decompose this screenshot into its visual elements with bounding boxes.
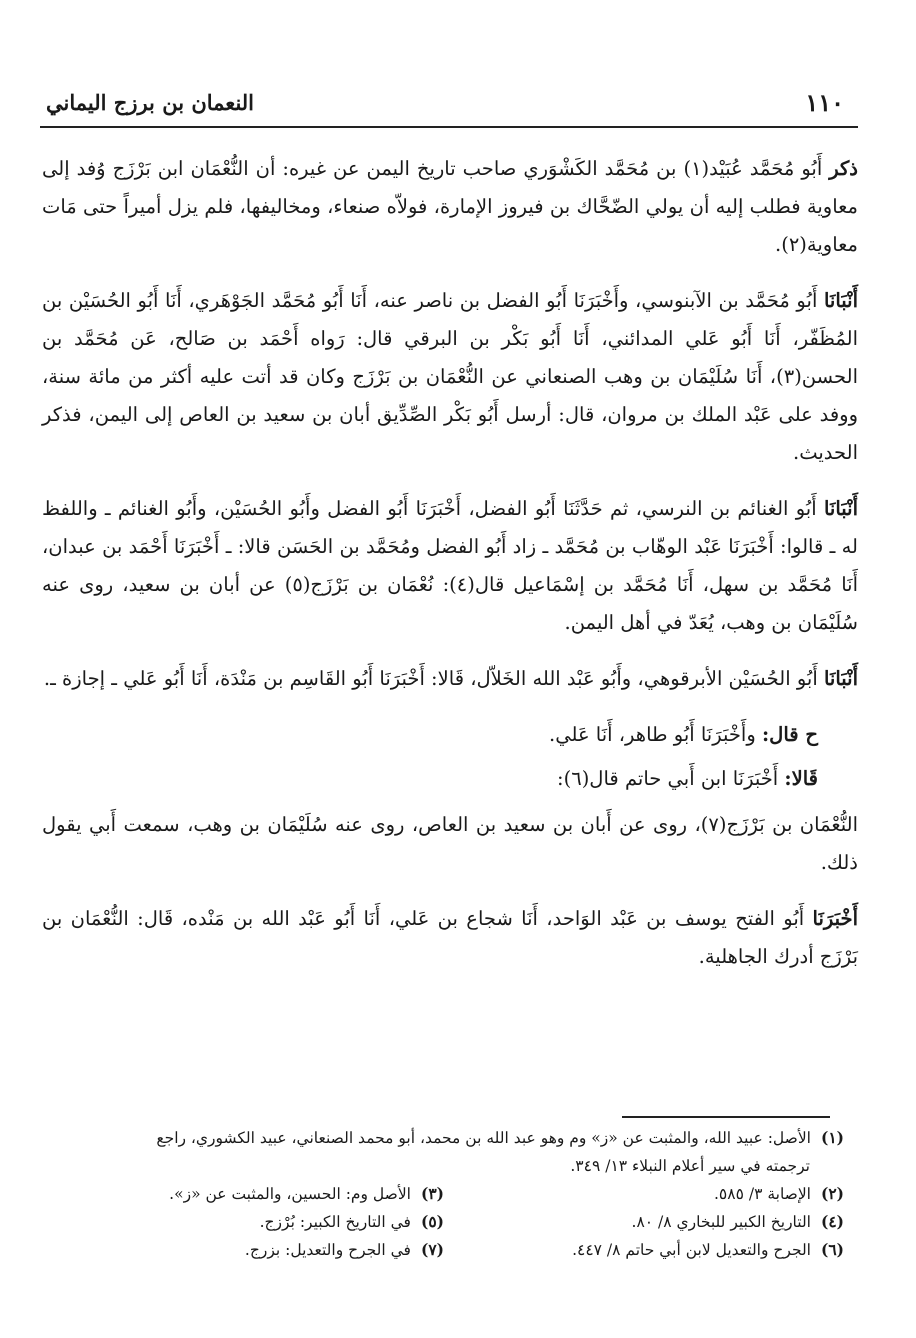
footnote-2 — [444, 1180, 844, 1208]
footnote-text: الإصابة ٣/ ٥٨٥. — [713, 1185, 811, 1203]
paragraph-text: أَبُو مُحَمَّد عُبَيْد(١) بن مُحَمَّد الكَشْوَري صاحب تاريخ اليمن عن غيره: أن النُّعْمَان ابن بَرْزَج وُفد إلى معاوية فطلب إليه أن يولي الضّحَّاك بن فيروز الإمارة، فولاّه صنعاء، ومخاليفها، فلم يزل أميراً حتى مَات معاوية(٢). — [42, 157, 858, 256]
footnote-mark: (٢) — [820, 1184, 844, 1203]
paragraph-3 — [42, 490, 858, 642]
paragraph-text: أَبُو الحُسَيْن الأبرقوهي، وأَبُو عَبْد الله الخَلاّل، قَالا: أَخْبَرَنَا أَبُو القَاسِم بن مَنْدَة، أَنَا أَبُو عَلي ـ إجازة ـ. — [43, 667, 824, 690]
keyword: أَخْبَرَنَا — [812, 907, 858, 930]
paragraph-6 — [42, 760, 858, 798]
keyword: قَالا: — [784, 767, 818, 790]
footnote-row — [44, 1180, 844, 1208]
footnote-1 — [44, 1124, 844, 1180]
footnote-text-cont: ترجمته في سير أعلام النبلاء ١٣/ ٣٤٩. — [570, 1157, 810, 1175]
footnote-mark: (٥) — [420, 1212, 444, 1231]
paragraph-8 — [42, 900, 858, 976]
footnote-mark: (٣) — [420, 1184, 444, 1203]
paragraph-text: أَخْبَرَنَا ابن أَبي حاتم قال(٦): — [557, 767, 785, 790]
footnote-row — [44, 1236, 844, 1264]
footnote-rule — [622, 1116, 830, 1118]
footnote-text: الجرح والتعديل لابن أبي حاتم ٨/ ٤٤٧. — [572, 1241, 811, 1259]
keyword: ذكر — [829, 157, 858, 180]
footnote-mark: (١) — [820, 1128, 844, 1147]
paragraph-4 — [42, 660, 858, 698]
keyword: أَنْبَانَا — [823, 289, 858, 312]
footnote-text: الأصل وم: الحسين، والمثبت عن «ز». — [169, 1185, 411, 1203]
footnote-mark: (٦) — [820, 1240, 844, 1259]
footnote-mark: (٤) — [820, 1212, 844, 1231]
keyword: أَنْبَانَا — [823, 667, 858, 690]
paragraph-text: أَبُو مُحَمَّد بن الآبنوسي، وأَخْبَرَنَا أَبُو الفضل بن ناصر عنه، أَنَا أَبُو مُحَمَّد الجَوْهَري، أَنَا أَبُو الحُسَيْن بن المُظَفّر، أَنَا أَبُو عَلي المدائني، أَنَا أَبُو بَكْر بن البرقي قال: رَواه أَحْمَد بن صَالح، عَن مُحَمَّد بن الحسن(٣)، أَنَا سُلَيْمَان بن وهب الصنعاني عن النُّعْمَان بن بَرْزَج وكان قد أتت عليه أكثر من مائة سنة، ووفد على عَبْد الملك بن مروان، قال: أرسل أَبُو بَكْر الصِّدِّيق أبان بن سعيد بن العاص إلى اليمن، فذكر الحديث. — [42, 289, 858, 464]
paragraph-text: أَبُو الفتح يوسف بن عَبْد الوَاحد، أَنَا شجاع بن عَلي، أَنَا أَبُو عَبْد الله بن مَنْده، قَال: النُّعْمَان بن بَرْزَج أدرك الجاهلية. — [42, 907, 858, 968]
footnote-text: في التاريخ الكبير: بُرْزج. — [259, 1213, 411, 1231]
footnote-text: في الجرح والتعديل: بزرج. — [244, 1241, 411, 1259]
paragraph-5 — [42, 716, 858, 754]
running-title: النعمان بن برزج اليماني — [46, 90, 255, 115]
header-rule — [40, 126, 858, 128]
footnote-4 — [444, 1208, 844, 1236]
keyword: أَنْبَانَا — [823, 497, 858, 520]
running-header — [40, 82, 858, 122]
footnote-row — [44, 1208, 844, 1236]
paragraph-text: أَبُو الغنائم بن النرسي، ثم حَدَّثَنَا أَبُو الفضل، أَخْبَرَنَا أَبُو الفضل وأَبُو الحُسَيْن، وأَبُو الغنائم ـ واللفظ له ـ قالوا: أَخْبَرَنَا عَبْد الوهّاب بن مُحَمَّد ـ زاد أَبُو الفضل ومُحَمَّد بن الحَسَن قالا: ـ أَخْبَرَنَا أَحْمَد بن عبدان، أَنَا مُحَمَّد بن سهل، أَنَا مُحَمَّد بن إسْمَاعيل قال(٤): نُعْمَان بن بَرْزَج(٥) عن أبان بن سعيد، روى عنه سُلَيْمَان بن وهب، يُعَدّ في أهل اليمن. — [42, 497, 858, 634]
footnote-7 — [44, 1236, 444, 1264]
footnote-text: الأصل: عبيد الله، والمثبت عن «ز» وم وهو عبد الله بن محمد، أبو محمد الصنعاني، عبيد الكشوري، راجع — [156, 1129, 811, 1147]
footnotes — [44, 1124, 844, 1264]
footnote-mark: (٧) — [420, 1240, 444, 1259]
footnote-6 — [444, 1236, 844, 1264]
paragraph-7 — [42, 806, 858, 882]
footnote-5 — [44, 1208, 444, 1236]
paragraph-2 — [42, 282, 858, 472]
page-number: ١١٠ — [805, 88, 844, 117]
paragraph-text: النُّعْمَان بن بَرْزَج(٧)، روى عن أَبان بن سعيد بن العاص، روى عنه سُلَيْمَان بن وهب، سمعت أَبي يقول ذلك. — [42, 813, 858, 874]
footnote-text: التاريخ الكبير للبخاري ٨/ ٨٠. — [631, 1213, 811, 1231]
paragraph-1 — [42, 150, 858, 264]
paragraph-text: وأَخْبَرَنَا أَبُو طاهر، أَنَا عَلي. — [549, 723, 762, 746]
footnote-3 — [44, 1180, 444, 1208]
main-text — [42, 150, 858, 994]
keyword: ح قال: — [761, 723, 818, 746]
